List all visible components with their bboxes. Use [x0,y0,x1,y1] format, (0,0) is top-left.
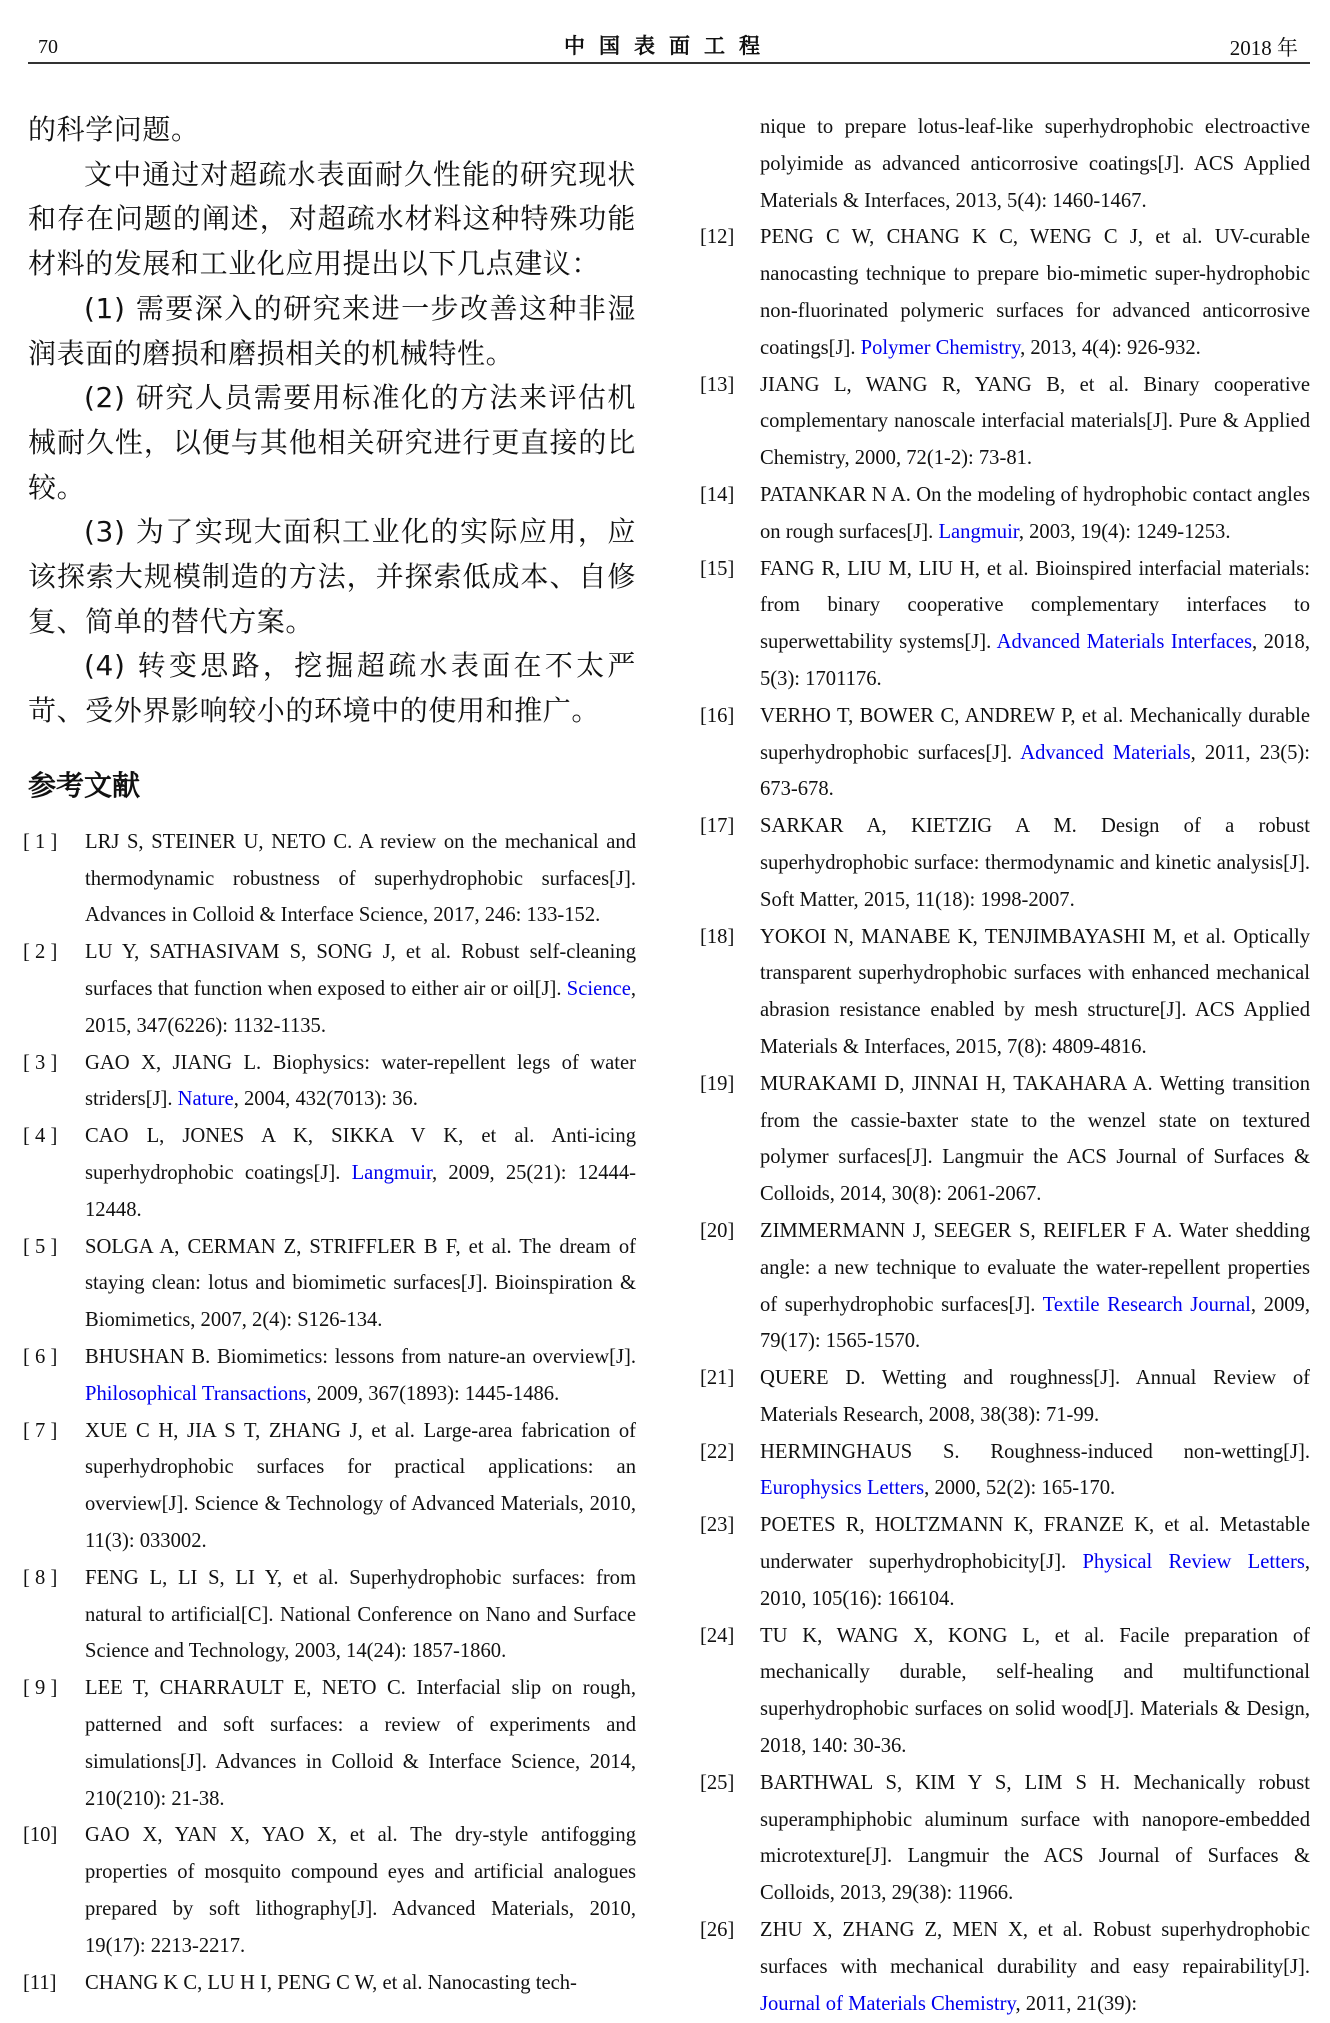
journal-link[interactable]: Nature [177,1088,234,1111]
reference-text: JIANG L, WANG R, YANG B, et al. Binary cooperative complementary nanoscale interfacial materials[J]. Pure & Applied Chemistry, 2000, 72(1-2): 73-81. [760,373,1310,470]
reference-item [700,109,1310,219]
reference-text: ZIMMERMANN J, SEEGER S, REIFLER F A. Water shedding angle: a new technique to evaluate the water-repellent properties of superhydrophobic surfaces[J]. [760,1219,1310,1316]
reference-text: SOLGA A, CERMAN Z, STRIFFLER B F, et al. The dream of staying clean: lotus and biomimetic surfaces[J]. Bioinspiration & Biomimetics, 2007, 2(4): S126-134. [85,1235,636,1332]
reference-text: LEE T, CHARRAULT E, NETO C. Interfacial slip on rough, patterned and soft surfaces: a review of experiments and simulations[J]. Advances in Colloid & Interface Science, 2014, 210(210): 21-38. [85,1677,636,1810]
reference-text-tail: , 2011, 21(39): [1015,1992,1138,2015]
reference-item [700,1765,1310,1912]
body-paragraph: (4) 转变思路，挖掘超疏水表面在不太严苛、受外界影响较小的环境中的使用和推广。 [28,649,636,728]
journal-title: 中国表面工程 [564,34,774,58]
reference-number: [ 7 ] [23,1419,58,1442]
journal-link[interactable]: Science [566,978,631,1001]
reference-text: HERMINGHAUS S. Roughness-induced non-wetting[J]. [760,1440,1310,1463]
reference-text: BHUSHAN B. Biomimetics: lessons from nature-an overview[J]. [85,1346,636,1368]
reference-text: CAO L, JONES A K, SIKKA V K, et al. Anti-icing superhydrophobic coatings[J]. [85,1125,636,1185]
reference-text: XUE C H, JIA S T, ZHANG J, et al. Large-area fabrication of superhydrophobic surfaces for practical applications: an overview[J]. Science & Technology of Advanced Materials, 2010, 11(3): 033002. [85,1419,636,1552]
reference-text: FANG R, LIU M, LIU H, et al. Bioinspired interfacial materials: from binary cooperative complementary interfaces to superwettability systems[J]. [760,557,1310,654]
reference-text-tail: , 2015, 347(6226): 1132-1135. [85,978,636,1037]
header-rule [28,62,1310,64]
reference-item [23,1413,636,1560]
journal-link[interactable]: Physical Review Letters [1082,1551,1305,1574]
body-paragraph: 文中通过对超疏水表面耐久性能的研究现状和存在问题的阐述，对超疏水材料这种特殊功能材料的发展和工业化应用提出以下几点建议： [28,157,636,281]
reference-item [700,808,1310,918]
reference-text: POETES R, HOLTZMANN K, FRANZE K, et al. Metastable underwater superhydrophobicity[J]. [760,1514,1310,1574]
reference-item [700,1618,1310,1765]
reference-item [23,1339,636,1413]
references-heading: 参考文献 [28,768,141,802]
reference-item [23,824,636,934]
reference-list-right [700,109,1310,2022]
body-paragraph: (1) 需要深入的研究来进一步改善这种非湿润表面的磨损和磨损相关的机械特性。 [28,291,636,370]
reference-number: [22] [700,1440,735,1463]
reference-text: YOKOI N, MANABE K, TENJIMBAYASHI M, et al. Optically transparent superhydrophobic surfaces with enhanced mechanical abrasion resistance enabled by mesh structure[J]. ACS Applied Materials & Interfaces, 2015, 7(8): 4809-4816. [760,925,1310,1058]
reference-text: TU K, WANG X, KONG L, et al. Facile preparation of mechanically durable, self-healing and multifunctional superhydrophobic surfaces on solid wood[J]. Materials & Design, 2018, 140: 30-36. [760,1624,1310,1758]
body-paragraphs [28,108,636,734]
reference-number: [ 5 ] [23,1235,58,1258]
reference-text: MURAKAMI D, JINNAI H, TAKAHARA A. Wetting transition from the cassie-baxter state to the wenzel state on textured polymer surfaces[J]. Langmuir the ACS Journal of Surfaces & Colloids, 2014, 30(8): 2061-2067. [760,1072,1310,1206]
reference-text: BARTHWAL S, KIM Y S, LIM S H. Mechanically robust superamphiphobic aluminum surface with nanopore-embedded microtexture[J]. Langmuir the ACS Journal of Surfaces & Colloids, 2013, 29(38): 11966. [760,1771,1310,1905]
reference-number: [23] [700,1514,735,1537]
reference-number: [15] [700,557,735,580]
journal-link[interactable]: Langmuir [938,520,1019,543]
reference-text-tail: , 2018, 5(3): 1701176. [760,631,1311,690]
reference-item [700,477,1310,551]
reference-number: [10] [23,1824,58,1847]
body-paragraph: (3) 为了实现大面积工业化的实际应用，应该探索大规模制造的方法，并探索低成本、自修复、简单的替代方案。 [28,515,636,638]
reference-list-left [23,824,636,2002]
reference-text-tail: , 2009, 79(17): 1565-1570. [760,1293,1310,1353]
journal-link[interactable]: Europhysics Letters [760,1477,925,1500]
reference-number: [17] [700,815,735,838]
reference-item [700,1507,1310,1617]
reference-number: [18] [700,925,735,948]
page-header [28,28,1310,60]
reference-text: GAO X, YAN X, YAO X, et al. The dry-style antifogging properties of mosquito compound eyes and artificial analogues prepared by soft lithography[J]. Advanced Materials, 2010, 19(17): 2213-2217. [85,1824,636,1957]
reference-item [23,1118,636,1228]
reference-item [23,1229,636,1339]
reference-text: ZHU X, ZHANG Z, MEN X, et al. Robust superhydrophobic surfaces with mechanical durability and easy repairability[J]. [760,1919,1310,1978]
reference-number: [16] [700,704,735,727]
reference-number: [24] [700,1624,735,1647]
reference-number: [ 3 ] [23,1051,58,1074]
reference-text-tail: , 2013, 4(4): 926-932. [1020,336,1201,359]
reference-text-tail: , 2000, 52(2): 165-170. [924,1477,1116,1500]
reference-item [23,1817,636,1964]
reference-text-tail: , 2009, 25(21): 12444-12448. [85,1162,636,1221]
reference-item [700,1912,1310,2022]
reference-number: [12] [700,226,735,249]
journal-link[interactable]: Textile Research Journal [1042,1293,1251,1316]
reference-text-tail: , 2003, 19(4): 1249-1253. [1018,520,1231,543]
reference-item [700,367,1310,477]
reference-item [23,1045,636,1119]
reference-text: QUERE D. Wetting and roughness[J]. Annual Review of Materials Research, 2008, 38(38): 71-99. [760,1367,1310,1426]
reference-item [23,1670,636,1817]
reference-text: PENG C W, CHANG K C, WENG C J, et al. UV-curable nanocasting technique to prepare bio-mimetic super-hydrophobic non-fluorinated polymeric surfaces for advanced anticorrosive coatings[J]. [760,226,1310,359]
journal-link[interactable]: Philosophical Transactions [85,1382,307,1405]
reference-number: [20] [700,1219,735,1242]
reference-number: [13] [700,373,735,396]
journal-link[interactable]: Advanced Materials [1020,741,1191,764]
reference-number: [ 9 ] [23,1677,58,1700]
reference-item [700,1434,1310,1508]
journal-link[interactable]: Journal of Materials Chemistry [760,1992,1016,2015]
reference-number: [ 6 ] [23,1346,58,1368]
reference-number: [ 4 ] [23,1125,58,1148]
page-number: 70 [38,36,58,58]
reference-number: [19] [700,1072,735,1095]
reference-item [700,219,1310,366]
reference-number: [25] [700,1771,735,1794]
reference-number: [11] [23,1971,57,1994]
reference-item [700,1066,1310,1213]
reference-number: [ 2 ] [23,941,58,964]
reference-number: [26] [700,1919,735,1942]
reference-text: CHANG K C, LU H I, PENG C W, et al. Nanocasting tech- [85,1971,577,1994]
reference-text: FENG L, LI S, LI Y, et al. Superhydrophobic surfaces: from natural to artificial[C]. National Conference on Nano and Surface Science and Technology, 2003, 14(24): 1857-1860. [85,1566,636,1663]
reference-text: VERHO T, BOWER C, ANDREW P, et al. Mechanically durable superhydrophobic surfaces[J]. [760,704,1310,764]
journal-link[interactable]: Advanced Materials Interfaces [996,631,1253,654]
reference-text: GAO X, JIANG L. Biophysics: water-repellent legs of water striders[J]. [85,1051,636,1111]
right-column [700,109,1310,2022]
reference-item [700,1360,1310,1434]
reference-item [23,1965,636,2002]
body-paragraph: 的科学问题。 [28,113,200,146]
reference-text: PATANKAR N A. On the modeling of hydrophobic contact angles on rough surfaces[J]. [760,483,1310,543]
reference-item [700,1213,1310,1360]
journal-link[interactable]: Polymer Chemistry [860,336,1021,359]
reference-text-tail: , 2011, 23(5): 673-678. [760,741,1310,801]
reference-text: LU Y, SATHASIVAM S, SONG J, et al. Robust self-cleaning surfaces that function when exposed to either air or oil[J]. [85,941,636,1001]
reference-number: [ 1 ] [23,830,58,853]
reference-text-tail: , 2010, 105(16): 166104. [760,1551,1310,1610]
reference-number: [14] [700,483,735,506]
left-column [23,108,636,2001]
reference-item [23,934,636,1044]
reference-text-tail: , 2009, 367(1893): 1445-1486. [306,1382,560,1405]
body-paragraph: (2) 研究人员需要用标准化的方法来评估机械耐久性，以便与其他相关研究进行更直接的比较。 [28,381,636,504]
year: 2018 年 [1229,36,1298,60]
reference-item [700,698,1310,808]
reference-number: [21] [700,1367,735,1390]
reference-text: SARKAR A, KIETZIG A M. Design of a robust superhydrophobic surface: thermodynamic and kinetic analysis[J]. Soft Matter, 2015, 11(18): 1998-2007. [760,815,1310,911]
reference-number: [ 8 ] [23,1566,58,1589]
reference-item [23,1560,636,1670]
reference-text: LRJ S, STEINER U, NETO C. A review on the mechanical and thermodynamic robustness of superhydrophobic surfaces[J]. Advances in Colloid & Interface Science, 2017, 246: 133-152. [85,830,636,927]
reference-text: nique to prepare lotus-leaf-like superhydrophobic electroactive polyimide as advanced anticorrosive coatings[J]. ACS Applied Materials & Interfaces, 2013, 5(4): 1460-1467. [760,116,1310,212]
reference-item [700,919,1310,1066]
journal-link[interactable]: Langmuir [351,1162,432,1185]
reference-item [700,551,1310,698]
reference-text-tail: , 2004, 432(7013): 36. [233,1088,418,1111]
